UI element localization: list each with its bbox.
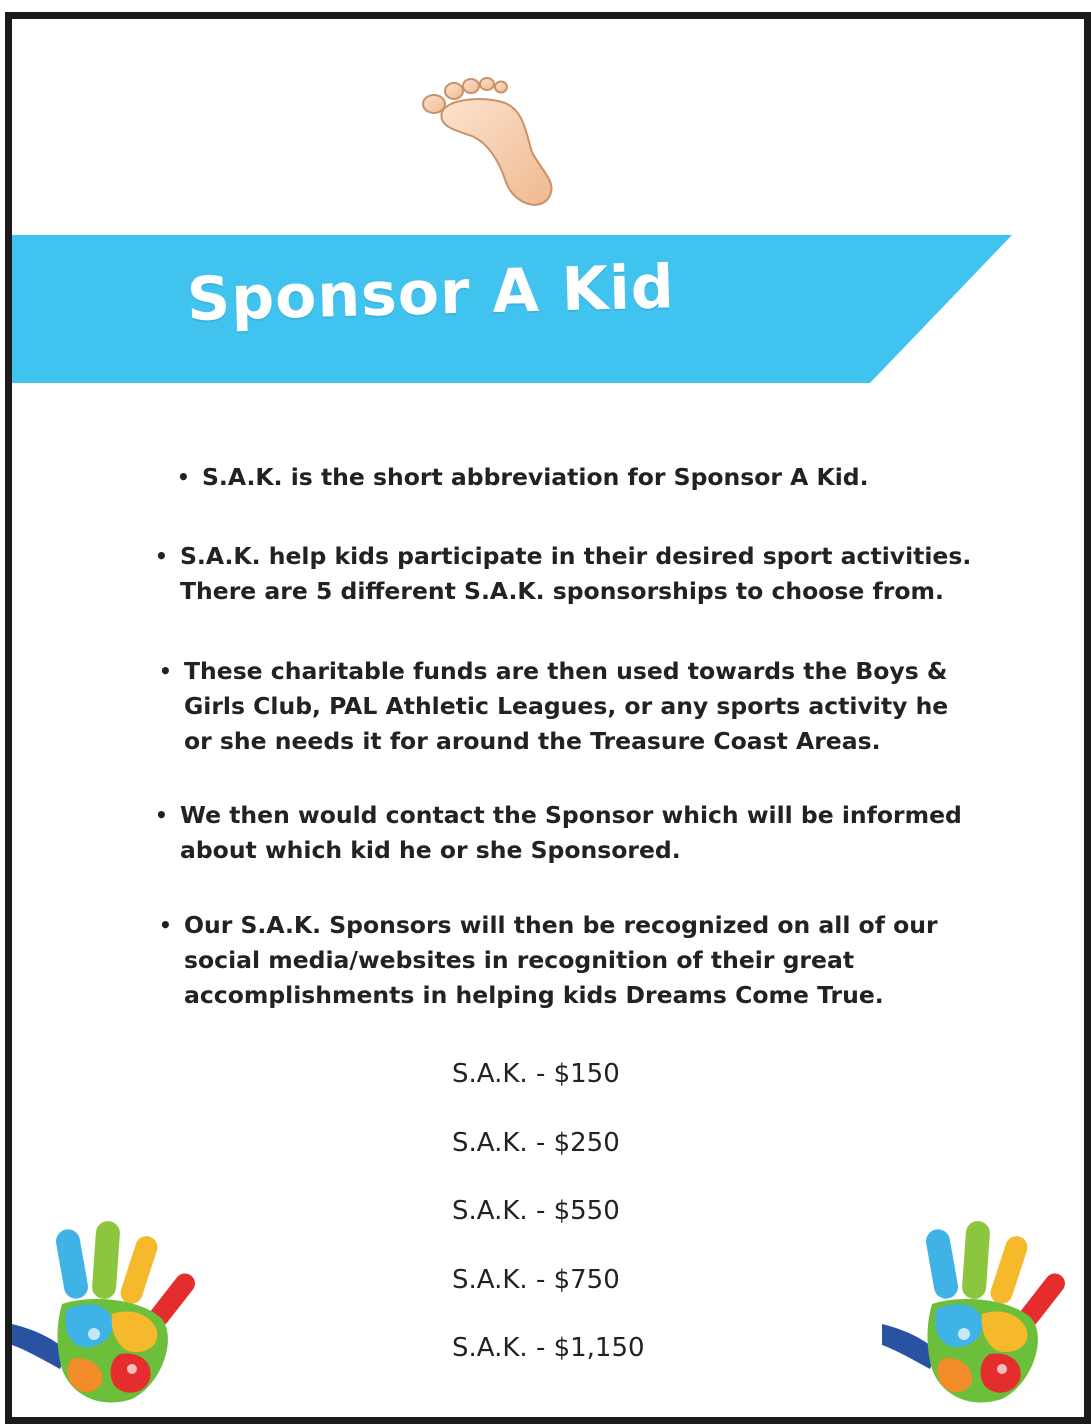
price-level: S.A.K. - $250: [452, 1128, 620, 1158]
list-item: • S.A.K. help kids participate in their desired sport activities. There are 5 different S.A.K. sponsorships to choose from.: [180, 539, 971, 609]
bullet-icon: •: [159, 659, 172, 683]
list-item: • Our S.A.K. Sponsors will then be recognized on all of our social media/websites in recognition of their great accomplishments in helping kids Dreams Come True.: [184, 908, 938, 1013]
list-item: • We then would contact the Sponsor which will be informed about which kid he or she Sponsored.: [180, 798, 962, 868]
handprint-icon: [12, 1219, 212, 1409]
bullet-icon: •: [159, 913, 172, 937]
flyer-page: [5, 12, 1091, 1424]
list-item: • These charitable funds are then used towards the Boys & Girls Club, PAL Athletic Leagues, or any sports activity he or she needs it for around the Treasure Coast Areas.: [184, 654, 948, 759]
price-level: S.A.K. - $150: [452, 1059, 620, 1089]
price-level: S.A.K. - $1,150: [452, 1333, 645, 1363]
handprint-icon: [882, 1219, 1082, 1409]
price-level: S.A.K. - $750: [452, 1265, 620, 1295]
price-level: S.A.K. - $550: [452, 1196, 620, 1226]
bullet-icon: •: [177, 465, 190, 489]
bullet-icon: •: [155, 544, 168, 568]
list-item: • S.A.K. is the short abbreviation for Sponsor A Kid.: [202, 460, 869, 495]
bullet-icon: •: [155, 803, 168, 827]
page-title: Sponsor A Kid: [186, 252, 676, 335]
